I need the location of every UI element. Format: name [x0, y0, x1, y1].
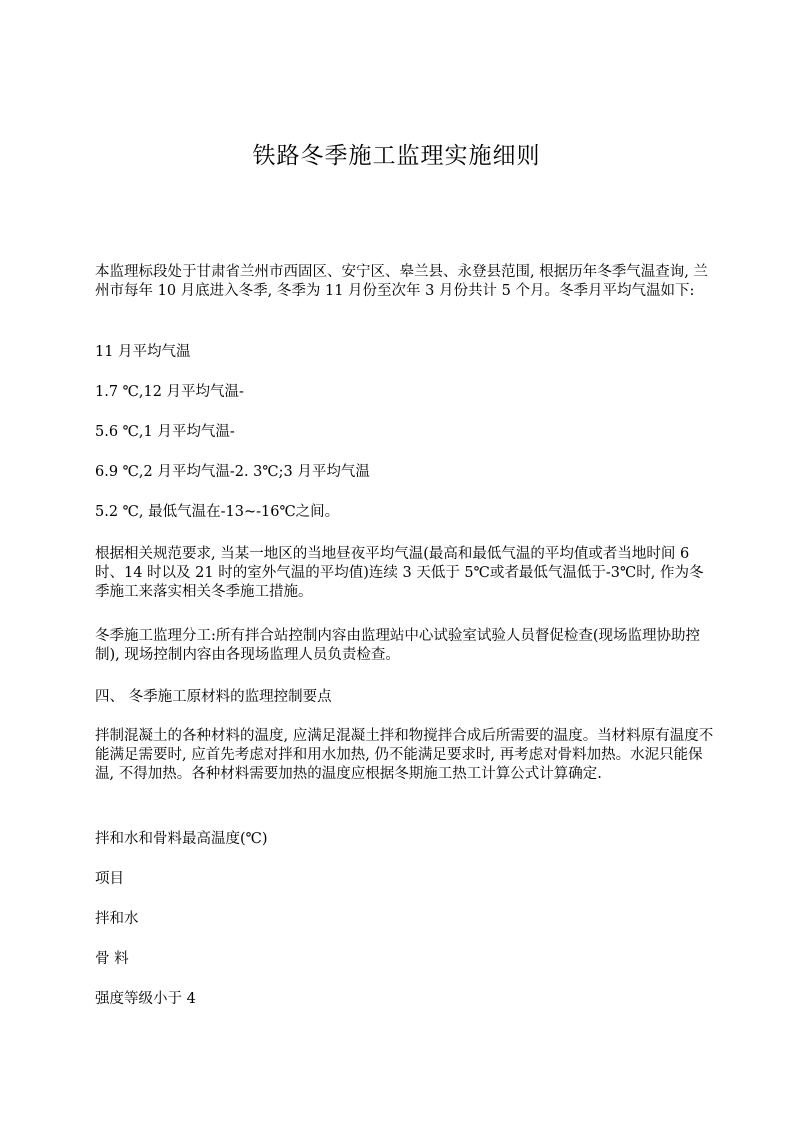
document-title: 铁路冬季施工监理实施细则 [252, 143, 541, 169]
paragraph-winter-definition: 根据相关规范要求, 当某一地区的当地昼夜平均气温(最高和最低气温的平均值或者当地时间 6 时、14 时以及 21 时的室外气温的平均值)连续 3 天低于 5℃或者最低气温低于-3℃时, 作为冬季施工来落实相关冬季施工措施。 [95, 546, 704, 600]
paragraph-jan-temp: 5.6 ℃,1 月平均气温- [95, 424, 235, 440]
paragraph-material-temperature: 拌制混凝土的各种材料的温度, 应满足混凝土拌和物搅拌合成后所需要的温度。当材料原有温度不能满足需要时, 应首先考虑对拌和用水加热, 仍不能满足要求时, 再考虑对骨料加热。水泥只能保温, 不得加热。各种材料需要加热的温度应根据冬期施工热工计算公式计算确定. [95, 728, 714, 782]
table-cell-mixing-water: 拌和水 [95, 911, 139, 927]
table-cell-item: 项目 [95, 871, 124, 887]
paragraph-dec-temp: 1.7 ℃,12 月平均气温- [95, 384, 244, 400]
table-caption: 拌和水和骨料最高温度(℃) [95, 831, 268, 847]
section-heading-materials: 四、 冬季施工原材料的监理控制要点 [95, 689, 332, 705]
paragraph-intro: 本监理标段处于甘肃省兰州市西固区、安宁区、皋兰县、永登县范围, 根据历年冬季气温查询, 兰州市每年 10 月底进入冬季, 冬季为 11 月份至次年 3 月份共计 5 个月。冬季月平均气温如下: [95, 264, 708, 299]
paragraph-feb-temp: 6.9 ℃,2 月平均气温-2. 3℃;3 月平均气温 [95, 464, 370, 480]
table-cell-aggregate: 骨 料 [95, 951, 129, 967]
paragraph-min-temp: 5.2 ℃, 最低气温在-13~-16℃之间。 [95, 504, 340, 520]
paragraph-nov-temp: 11 月平均气温 [95, 344, 191, 360]
paragraph-supervision-division: 冬季施工监理分工:所有拌合站控制内容由监理站中心试验室试验人员督促检查(现场监理协助控制), 现场控制内容由各现场监理人员负责检查。 [95, 628, 701, 663]
table-cell-strength-grade: 强度等级小于 4 [95, 991, 196, 1007]
